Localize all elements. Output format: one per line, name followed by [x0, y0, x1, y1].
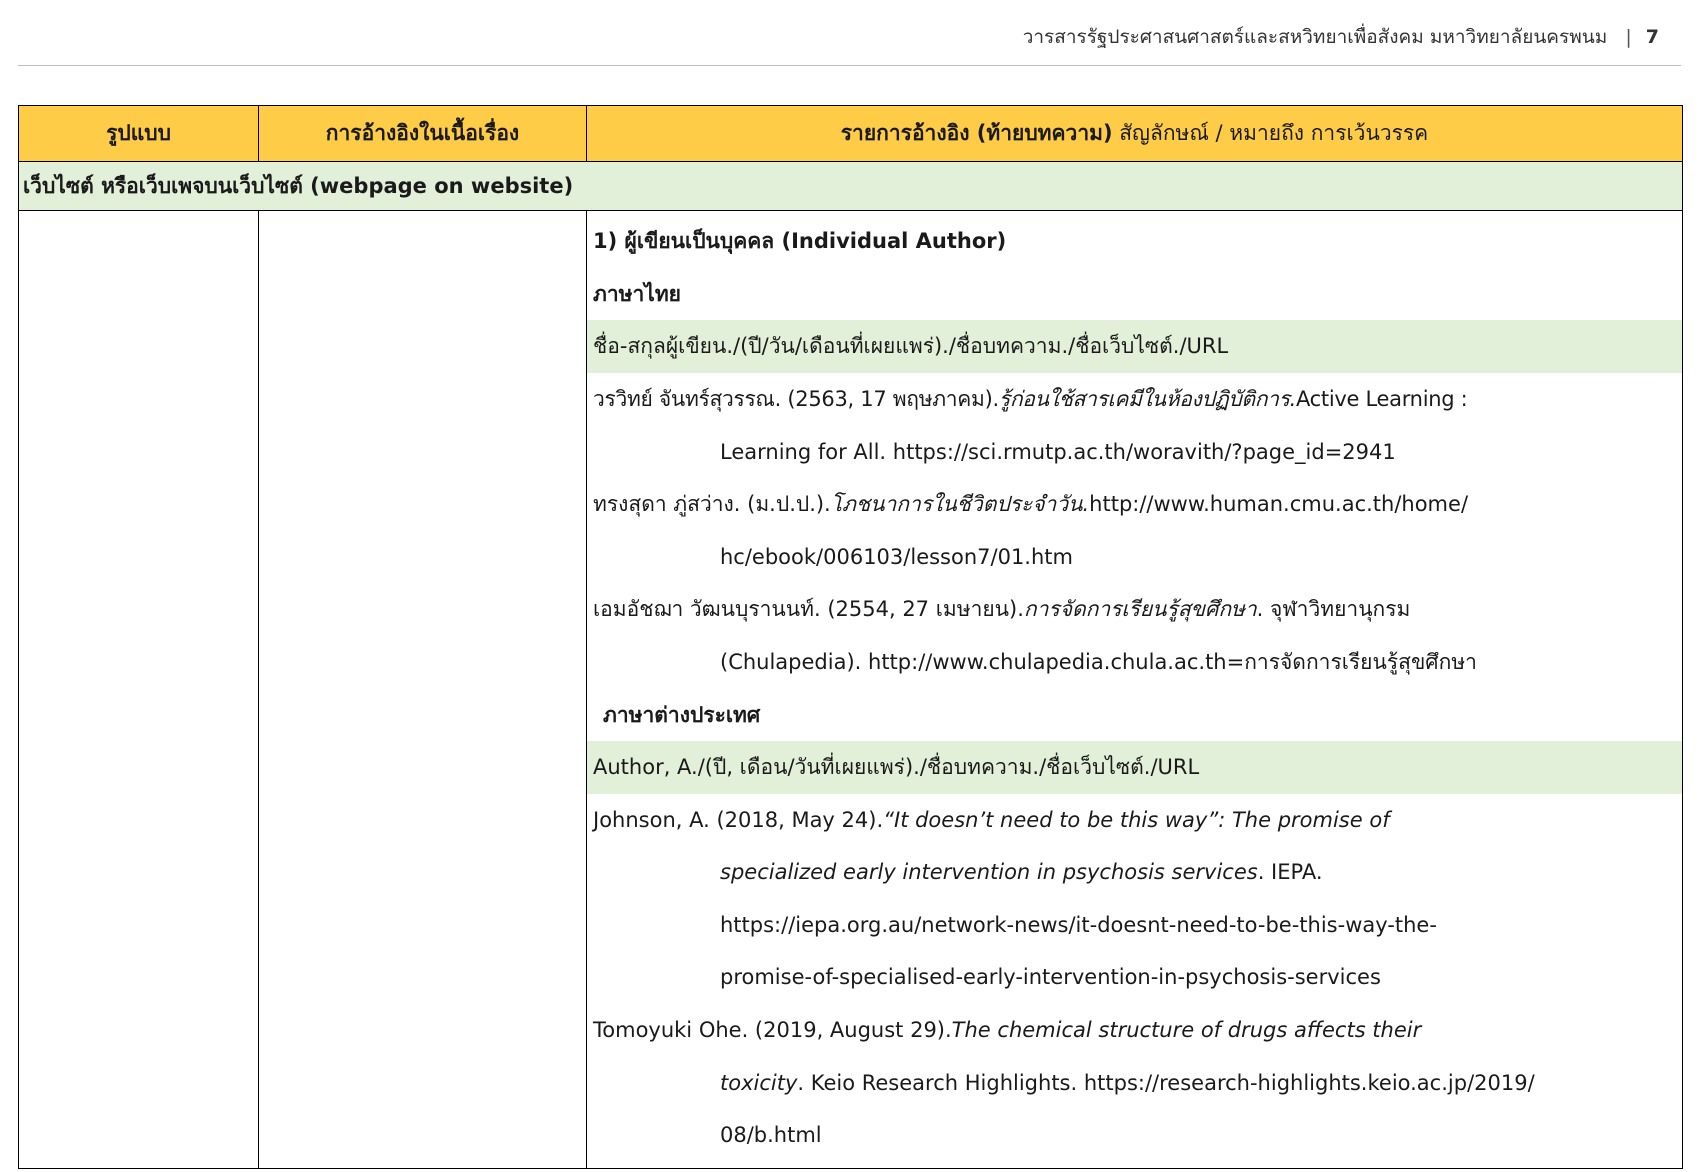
header-format: รูปแบบ — [19, 106, 259, 162]
foreign-ref-1-url: https://iepa.org.au/network-news/it-doesnt-need-to-be-this-way-the- — [720, 912, 1437, 937]
thai-ref-3-cont: (Chulapedia). http://www.chulapedia.chula.ac.th=การจัดการเรียนรู้สุขศึกษา — [720, 649, 1477, 674]
thai-label: ภาษาไทย — [593, 281, 681, 306]
page-number: 7 — [1645, 26, 1659, 48]
ref-text: . Keio Research Highlights. https://research-highlights.keio.ac.jp/2019/ — [797, 1070, 1535, 1095]
header-in-text: การอ้างอิงในเนื้อเรื่อง — [259, 106, 587, 162]
foreign-ref-2-cont — [593, 1057, 1676, 1110]
foreign-ref-2-url: 08/b.html — [720, 1123, 822, 1148]
foreign-label: ภาษาต่างประเทศ — [603, 702, 761, 727]
foreign-ref-1 — [593, 794, 1676, 847]
header-reference-rest: สัญลักษณ์ / หมายถึง การเว้นวรรค — [1112, 121, 1429, 146]
thai-ref-2-cont: hc/ebook/006103/lesson7/01.htm — [720, 544, 1073, 569]
foreign-ref-1-cont — [593, 846, 1676, 899]
foreign-ref-1-url-cont: promise-of-specialised-early-intervention-in-psychosis-services — [720, 965, 1381, 990]
ref-title: โภชนาการในชีวิตประจำวัน. — [830, 492, 1090, 517]
ref-title: toxicity — [720, 1070, 798, 1095]
ref-title: specialized early intervention in psychosis services — [720, 860, 1258, 885]
section-row — [19, 162, 1683, 211]
ref-text: วรวิทย์ จันทร์สุวรรณ. (2563, 17 พฤษภาคม). — [593, 386, 999, 411]
format-cell — [19, 211, 259, 1169]
ref-text: . IEPA. — [1257, 860, 1323, 885]
ref-title: The chemical structure of drugs affects their — [951, 1018, 1422, 1043]
reference-cell — [587, 211, 1683, 1169]
content-heading: 1) ผู้เขียนเป็นบุคคล (Individual Author) — [593, 229, 1007, 254]
reference-table — [18, 105, 1683, 1169]
thai-ref-3 — [593, 583, 1676, 636]
ref-text: ทรงสุดา ภู่สว่าง. (ม.ป.ป.). — [593, 492, 831, 517]
thai-format-line: ชื่อ-สกุลผู้เขียน./(ปี/วัน/เดือนที่เผยแพร่)./ชื่อบทความ./ชื่อเว็บไซต์./URL — [587, 320, 1682, 373]
ref-text: . จุฬาวิทยานุกรม — [1256, 597, 1411, 622]
ref-text: Tomoyuki Ohe. (2019, August 29). — [593, 1018, 952, 1043]
foreign-ref-2 — [593, 1004, 1676, 1057]
ref-text: Active Learning : — [1295, 386, 1468, 411]
ref-text: เอมอัชฌา วัฒนบุรานนท์. (2554, 27 เมษายน). — [593, 597, 1024, 622]
ref-text: http://www.human.cmu.ac.th/home/ — [1089, 492, 1469, 517]
header-reference — [587, 106, 1683, 162]
header-reference-bold: รายการอ้างอิง (ท้ายบทความ) — [840, 121, 1113, 146]
header-separator: | — [1625, 26, 1632, 48]
ref-title: รู้ก่อนใช้สารเคมีในห้องปฏิบัติการ. — [998, 386, 1296, 411]
running-header — [1023, 22, 1659, 52]
thai-ref-1 — [593, 373, 1676, 426]
ref-text: Johnson, A. (2018, May 24). — [593, 807, 884, 832]
foreign-format-line: Author, A./(ปี, เดือน/วันที่เผยแพร่)./ชื่อบทความ./ชื่อเว็บไซต์./URL — [587, 741, 1682, 794]
ref-title: “It doesn’t need to be this way”: The promise of — [883, 807, 1390, 832]
in-text-cell — [259, 211, 587, 1169]
table-header-row — [19, 106, 1683, 162]
journal-title: วารสารรัฐประศาสนศาสตร์และสหวิทยาเพื่อสังคม มหาวิทยาลัยนครพนม — [1022, 26, 1608, 48]
ref-title: การจัดการเรียนรู้สุขศึกษา — [1023, 597, 1257, 622]
thai-ref-2 — [593, 478, 1676, 531]
thai-ref-1-cont: Learning for All. https://sci.rmutp.ac.th/woravith/?page_id=2941 — [720, 439, 1396, 464]
header-rule — [18, 65, 1681, 66]
table-body-row — [19, 211, 1683, 1169]
section-title: เว็บไซต์ หรือเว็บเพจบนเว็บไซต์ (webpage on website) — [19, 162, 1683, 211]
